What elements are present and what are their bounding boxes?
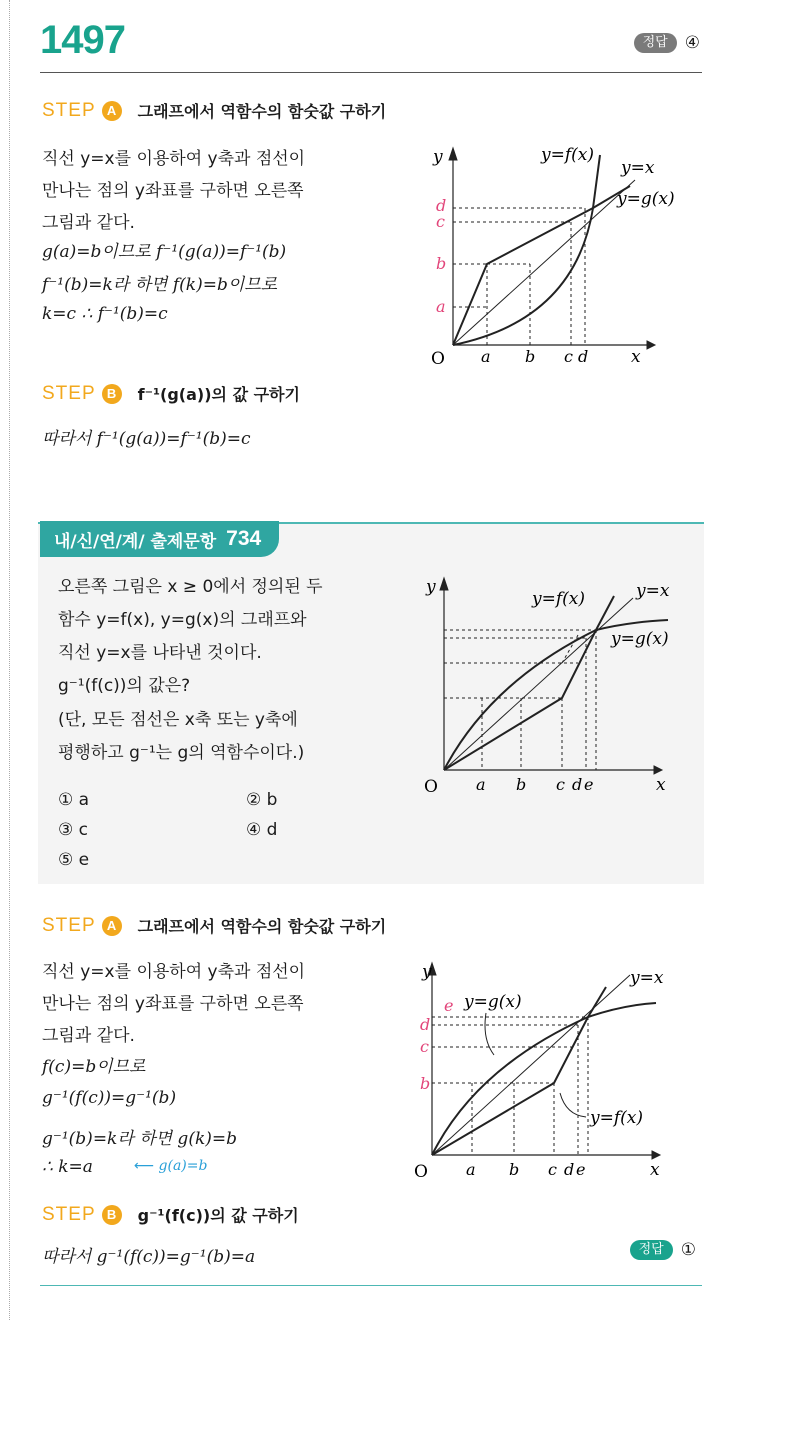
y-tick-label: e <box>444 996 454 1015</box>
step-word: STEP <box>42 99 96 121</box>
step-title: 그래프에서 역함수의 함숫값 구하기 <box>137 102 387 121</box>
final-answer <box>630 1240 696 1260</box>
x-tick-label: c <box>564 347 573 366</box>
choice-1[interactable]: ① a <box>58 790 90 810</box>
x-axis-label: x <box>656 775 666 795</box>
step-word: STEP <box>42 914 96 936</box>
x-axis-label: x <box>650 1160 660 1180</box>
explanation-line: 그림과 같다. <box>42 1026 135 1046</box>
x-tick-label: a <box>466 1160 476 1179</box>
x-tick-label: b <box>509 1160 520 1179</box>
curve-label: y=f(x) <box>532 589 585 609</box>
x-axis-label: x <box>631 347 641 367</box>
problem-line: (단, 모든 점선은 x축 또는 y축에 <box>58 710 298 730</box>
step-letter-icon: B <box>102 1205 122 1225</box>
x-tick-label: c <box>548 1160 557 1179</box>
x-tick-label: b <box>525 347 536 366</box>
step-title: f⁻¹(g(a))의 값 구하기 <box>137 385 300 404</box>
problem-number: 1497 <box>40 18 125 62</box>
conclusion-line: 따라서 g⁻¹(f(c))=g⁻¹(b)=a <box>42 1247 256 1267</box>
x-tick-label: b <box>516 775 527 794</box>
equation-line: g⁻¹(b)=k라 하면 g(k)=b <box>42 1129 238 1149</box>
graph-2 <box>418 570 703 805</box>
graph-1 <box>425 140 705 375</box>
equation-line: g(a)=b이므로 f⁻¹(g(a))=f⁻¹(b) <box>42 242 287 262</box>
origin-label: O <box>431 349 445 369</box>
curve-label: y=g(x) <box>464 992 522 1012</box>
x-tick-label: d <box>578 347 589 366</box>
x-tick-label: a <box>476 775 486 794</box>
step-a-heading <box>42 99 386 122</box>
step-letter-icon: A <box>102 101 122 121</box>
x-tick-label: e <box>576 1160 586 1179</box>
curve-label: y=x <box>621 158 655 178</box>
header-divider <box>40 72 702 73</box>
curve-label: y=f(x) <box>541 145 594 165</box>
problem-line: 직선 y=x를 나타낸 것이다. <box>58 643 262 663</box>
graph-3 <box>408 955 700 1187</box>
curve-label: y=x <box>630 968 664 988</box>
explanation-line: 그림과 같다. <box>42 213 135 233</box>
conclusion-line: 따라서 f⁻¹(g(a))=f⁻¹(b)=c <box>42 429 251 449</box>
y-tick-label: b <box>420 1074 431 1093</box>
choice-2[interactable]: ② b <box>246 790 278 810</box>
curve-label: y=f(x) <box>590 1108 643 1128</box>
equation-line: k=c ∴ f⁻¹(b)=c <box>42 304 168 324</box>
explanation-line: 만나는 점의 y좌표를 구하면 오른쪽 <box>42 994 304 1014</box>
y-axis-label: y <box>426 577 436 597</box>
answer-header <box>634 33 700 53</box>
equation-line: ∴ k=a <box>42 1157 93 1177</box>
step-title: g⁻¹(f(c))의 값 구하기 <box>137 1206 299 1225</box>
step-b-heading <box>42 1203 299 1226</box>
note-annotation <box>134 1158 207 1174</box>
equation-line: f(c)=b이므로 <box>42 1057 146 1077</box>
y-tick-label: c <box>420 1037 429 1056</box>
x-tick-label: d <box>572 775 583 794</box>
answer-value: ④ <box>684 33 700 53</box>
tag-number: 734 <box>226 527 262 550</box>
y-tick-label: d <box>420 1015 431 1034</box>
step-word: STEP <box>42 382 96 404</box>
problem-line: g⁻¹(f(c))의 값은? <box>58 676 191 696</box>
y-tick-label: d <box>436 196 447 215</box>
choice-3[interactable]: ③ c <box>58 820 88 840</box>
x-tick-label: a <box>481 347 491 366</box>
x-tick-label: e <box>584 775 594 794</box>
step-a-heading <box>42 914 386 937</box>
choice-5[interactable]: ⑤ e <box>58 850 90 870</box>
explanation-line: 만나는 점의 y좌표를 구하면 오른쪽 <box>42 181 304 201</box>
answer-value: ① <box>680 1240 696 1260</box>
curve-label: y=g(x) <box>611 629 669 649</box>
explanation-line: 직선 y=x를 이용하여 y축과 점선이 <box>42 149 306 169</box>
curve-label: y=g(x) <box>617 189 675 209</box>
step-title: 그래프에서 역함수의 함숫값 구하기 <box>137 917 387 936</box>
y-tick-label: b <box>436 254 447 273</box>
step-b-heading <box>42 382 300 405</box>
y-tick-label: a <box>436 297 446 316</box>
footer-divider <box>40 1285 702 1286</box>
y-tick-label: c <box>436 212 445 231</box>
y-axis-label: y <box>422 962 432 982</box>
note-text: g(a)=b <box>158 1158 208 1174</box>
x-tick-label: c <box>556 775 565 794</box>
problem-line: 오른쪽 그림은 x ≥ 0에서 정의된 두 <box>58 577 323 597</box>
related-problem-tag <box>40 521 279 557</box>
answer-badge: 정답 <box>630 1240 673 1260</box>
origin-label: O <box>414 1162 428 1182</box>
curve-label: y=x <box>636 581 670 601</box>
arrow-left-icon: ⟵ <box>134 1158 155 1174</box>
equation-line: f⁻¹(b)=k라 하면 f(k)=b이므로 <box>42 275 278 295</box>
equation-line: g⁻¹(f(c))=g⁻¹(b) <box>42 1088 177 1108</box>
y-axis-label: y <box>433 147 443 167</box>
step-word: STEP <box>42 1203 96 1225</box>
step-letter-icon: B <box>102 384 122 404</box>
tag-label: 내/신/연/계/ 출제문항 <box>54 531 217 552</box>
explanation-line: 직선 y=x를 이용하여 y축과 점선이 <box>42 962 306 982</box>
margin-dotted-line <box>9 0 10 1320</box>
choice-4[interactable]: ④ d <box>246 820 278 840</box>
problem-line: 평행하고 g⁻¹는 g의 역함수이다.) <box>58 743 305 763</box>
step-letter-icon: A <box>102 916 122 936</box>
answer-badge: 정답 <box>634 33 677 53</box>
origin-label: O <box>424 777 438 797</box>
x-tick-label: d <box>564 1160 575 1179</box>
problem-line: 함수 y=f(x), y=g(x)의 그래프와 <box>58 610 307 630</box>
